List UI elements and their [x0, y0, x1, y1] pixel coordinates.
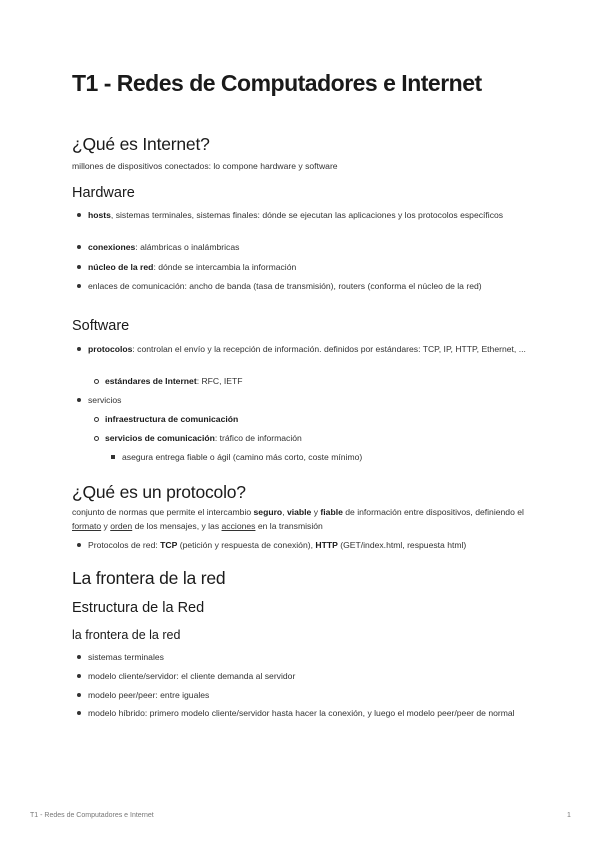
bullet-icon [94, 417, 99, 422]
list-item [88, 342, 528, 356]
bullet-icon [77, 655, 81, 659]
list-item [105, 431, 528, 445]
list-item [88, 688, 528, 702]
bullet-icon [77, 543, 81, 547]
item-text: : controlan el envío y la recepción de información. definidos por estándares: TCP, IP, HTTP, Ethernet, ... [132, 344, 526, 354]
bullet-icon [94, 436, 99, 441]
bullet-icon [111, 455, 115, 459]
bold-term: conexiones [88, 242, 136, 252]
footer-title: T1 - Redes de Computadores e Internet [30, 812, 154, 819]
bullet-icon [94, 379, 99, 384]
list-item [122, 450, 528, 464]
item-text: : dónde se intercambia la información [153, 262, 297, 272]
list-item [88, 669, 528, 683]
bullet-icon [77, 398, 81, 402]
item-text: modelo híbrido: primero modelo cliente/servidor hasta hacer la conexión, y luego el modelo peer/peer de normal [88, 708, 515, 718]
bullet-icon [77, 347, 81, 351]
item-text: enlaces de comunicación: ancho de banda (tasa de transmisión), routers (conforma el núcleo de la red) [88, 281, 482, 291]
internet-intro: millones de dispositivos conectados: lo compone hardware y software [72, 161, 338, 171]
list-item [88, 208, 528, 222]
item-text: , sistemas terminales, sistemas finales: dónde se ejecutan las aplicaciones y los protocolos específicos [110, 210, 504, 220]
list-item [105, 374, 528, 388]
heading-hardware: Hardware [72, 185, 135, 201]
bullet-icon [77, 693, 81, 697]
list-item [88, 240, 528, 254]
list-item [88, 650, 528, 664]
bold-term: estándares de Internet [105, 376, 197, 386]
bullet-icon [77, 711, 81, 715]
item-text: asegura entrega fiable o ágil (camino más corto, coste mínimo) [122, 452, 363, 462]
document-title: T1 - Redes de Computadores e Internet [72, 70, 482, 96]
item-text: servicios [88, 395, 122, 405]
bullet-icon [77, 213, 81, 217]
heading-frontera-red: La frontera de la red [72, 568, 226, 588]
bold-term: infraestructura de comunicación [105, 414, 239, 424]
bullet-icon [77, 245, 81, 249]
bold-term: protocolos [88, 344, 133, 354]
bullet-icon [77, 265, 81, 269]
protocolo-definition: conjunto de normas que permite el intercambio seguro, viable y fiable de información entre dispositivos, definiendo el formato y orden de los mensajes, y las acciones en la transmisión [72, 507, 524, 531]
bold-term: hosts [88, 210, 111, 220]
list-item [88, 260, 528, 274]
list-item [88, 393, 528, 407]
heading-que-es-internet: ¿Qué es Internet? [72, 134, 210, 154]
bold-term: núcleo de la red [88, 262, 154, 272]
heading-software: Software [72, 318, 130, 334]
bullet-icon [77, 284, 81, 288]
heading-frontera-sub: la frontera de la red [72, 628, 181, 642]
list-item [88, 706, 528, 720]
list-item [88, 279, 528, 293]
heading-estructura-red: Estructura de la Red [72, 600, 205, 616]
list-item [105, 412, 528, 426]
bold-term: servicios de comunicación [105, 433, 215, 443]
list-item: Protocolos de red: TCP (petición y respuesta de conexión), HTTP (GET/index.html, respuesta html) [88, 538, 528, 552]
item-text: : RFC, IETF [196, 376, 243, 386]
bullet-icon [77, 674, 81, 678]
item-text: modelo cliente/servidor: el cliente demanda al servidor [88, 671, 296, 681]
item-text: modelo peer/peer: entre iguales [88, 690, 210, 700]
item-text: : alámbricas o inalámbricas [135, 242, 240, 252]
item-text: : tráfico de información [214, 433, 302, 443]
item-text: sistemas terminales [88, 652, 164, 662]
heading-que-es-protocolo: ¿Qué es un protocolo? [72, 482, 246, 502]
page-number: 1 [567, 812, 571, 819]
